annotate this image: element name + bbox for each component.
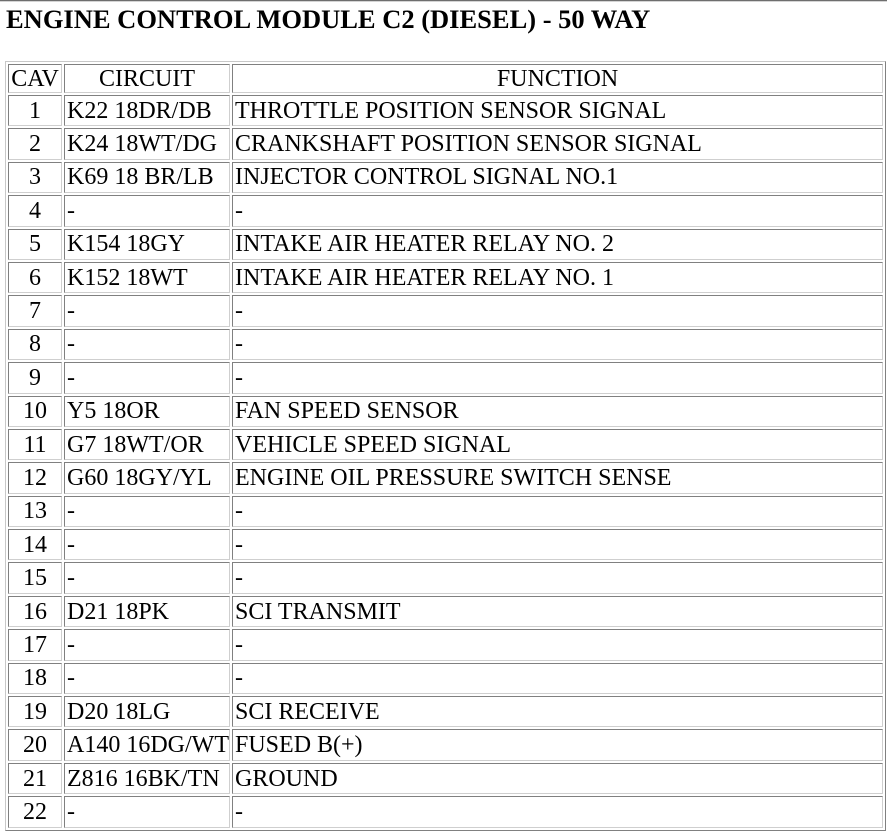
circuit-cell: - xyxy=(64,796,230,827)
cav-cell: 2 xyxy=(8,128,62,159)
table-row xyxy=(8,329,883,360)
function-cell: INTAKE AIR HEATER RELAY NO. 2 xyxy=(232,229,883,260)
page-title: ENGINE CONTROL MODULE C2 (DIESEL) - 50 WAY xyxy=(6,4,651,34)
function-cell: CRANKSHAFT POSITION SENSOR SIGNAL xyxy=(232,128,883,159)
header-function: FUNCTION xyxy=(232,64,883,93)
circuit-cell: K154 18GY xyxy=(64,229,230,260)
table-row xyxy=(8,663,883,694)
table-row xyxy=(8,295,883,326)
cav-cell: 18 xyxy=(8,663,62,694)
cav-cell: 9 xyxy=(8,362,62,393)
circuit-cell: G7 18WT/OR xyxy=(64,429,230,460)
circuit-cell: - xyxy=(64,663,230,694)
cav-cell: 16 xyxy=(8,596,62,627)
table-row xyxy=(8,429,883,460)
circuit-cell: Y5 18OR xyxy=(64,396,230,427)
circuit-cell: D20 18LG xyxy=(64,696,230,727)
function-cell: - xyxy=(232,796,883,827)
table-row xyxy=(8,128,883,159)
function-cell: THROTTLE POSITION SENSOR SIGNAL xyxy=(232,95,883,126)
circuit-cell: - xyxy=(64,295,230,326)
function-cell: INTAKE AIR HEATER RELAY NO. 1 xyxy=(232,262,883,293)
cav-cell: 8 xyxy=(8,329,62,360)
cav-cell: 17 xyxy=(8,629,62,660)
function-cell: - xyxy=(232,362,883,393)
cav-cell: 21 xyxy=(8,763,62,794)
circuit-cell: K152 18WT xyxy=(64,262,230,293)
circuit-cell: D21 18PK xyxy=(64,596,230,627)
function-cell: FAN SPEED SENSOR xyxy=(232,396,883,427)
connector-pinout-table xyxy=(5,61,886,831)
function-cell: ENGINE OIL PRESSURE SWITCH SENSE xyxy=(232,462,883,493)
function-cell: - xyxy=(232,329,883,360)
circuit-cell: - xyxy=(64,562,230,593)
function-cell: - xyxy=(232,629,883,660)
cav-cell: 10 xyxy=(8,396,62,427)
table-row xyxy=(8,262,883,293)
table-row xyxy=(8,162,883,193)
cav-cell: 7 xyxy=(8,295,62,326)
circuit-cell: - xyxy=(64,329,230,360)
function-cell: GROUND xyxy=(232,763,883,794)
circuit-cell: - xyxy=(64,362,230,393)
function-cell: FUSED B(+) xyxy=(232,729,883,760)
cav-cell: 11 xyxy=(8,429,62,460)
table-row xyxy=(8,229,883,260)
function-cell: VEHICLE SPEED SIGNAL xyxy=(232,429,883,460)
cav-cell: 5 xyxy=(8,229,62,260)
cav-cell: 1 xyxy=(8,95,62,126)
table-row xyxy=(8,729,883,760)
circuit-cell: K22 18DR/DB xyxy=(64,95,230,126)
cav-cell: 12 xyxy=(8,462,62,493)
function-cell: - xyxy=(232,496,883,527)
cav-cell: 13 xyxy=(8,496,62,527)
function-cell: SCI TRANSMIT xyxy=(232,596,883,627)
table-row xyxy=(8,396,883,427)
circuit-cell: - xyxy=(64,529,230,560)
function-cell: - xyxy=(232,562,883,593)
function-cell: - xyxy=(232,295,883,326)
cav-cell: 6 xyxy=(8,262,62,293)
table-row xyxy=(8,763,883,794)
table-row xyxy=(8,796,883,827)
circuit-cell: - xyxy=(64,195,230,226)
header-cav: CAV xyxy=(8,64,62,93)
top-border-line xyxy=(0,0,887,2)
cav-cell: 4 xyxy=(8,195,62,226)
table-header-row xyxy=(8,64,883,93)
function-cell: SCI RECEIVE xyxy=(232,696,883,727)
function-cell: INJECTOR CONTROL SIGNAL NO.1 xyxy=(232,162,883,193)
table-row xyxy=(8,195,883,226)
table-body xyxy=(8,64,883,828)
cav-cell: 20 xyxy=(8,729,62,760)
table-row xyxy=(8,596,883,627)
table-row xyxy=(8,529,883,560)
cav-cell: 22 xyxy=(8,796,62,827)
table-row xyxy=(8,629,883,660)
table-row xyxy=(8,362,883,393)
circuit-cell: K69 18 BR/LB xyxy=(64,162,230,193)
circuit-cell: A140 16DG/WT xyxy=(64,729,230,760)
circuit-cell: K24 18WT/DG xyxy=(64,128,230,159)
table-row xyxy=(8,562,883,593)
header-circuit: CIRCUIT xyxy=(64,64,230,93)
cav-cell: 19 xyxy=(8,696,62,727)
table-row xyxy=(8,696,883,727)
circuit-cell: G60 18GY/YL xyxy=(64,462,230,493)
function-cell: - xyxy=(232,195,883,226)
function-cell: - xyxy=(232,663,883,694)
table-row xyxy=(8,496,883,527)
circuit-cell: - xyxy=(64,496,230,527)
circuit-cell: Z816 16BK/TN xyxy=(64,763,230,794)
cav-cell: 14 xyxy=(8,529,62,560)
cav-cell: 15 xyxy=(8,562,62,593)
table-row xyxy=(8,95,883,126)
cav-cell: 3 xyxy=(8,162,62,193)
table-row xyxy=(8,462,883,493)
circuit-cell: - xyxy=(64,629,230,660)
function-cell: - xyxy=(232,529,883,560)
